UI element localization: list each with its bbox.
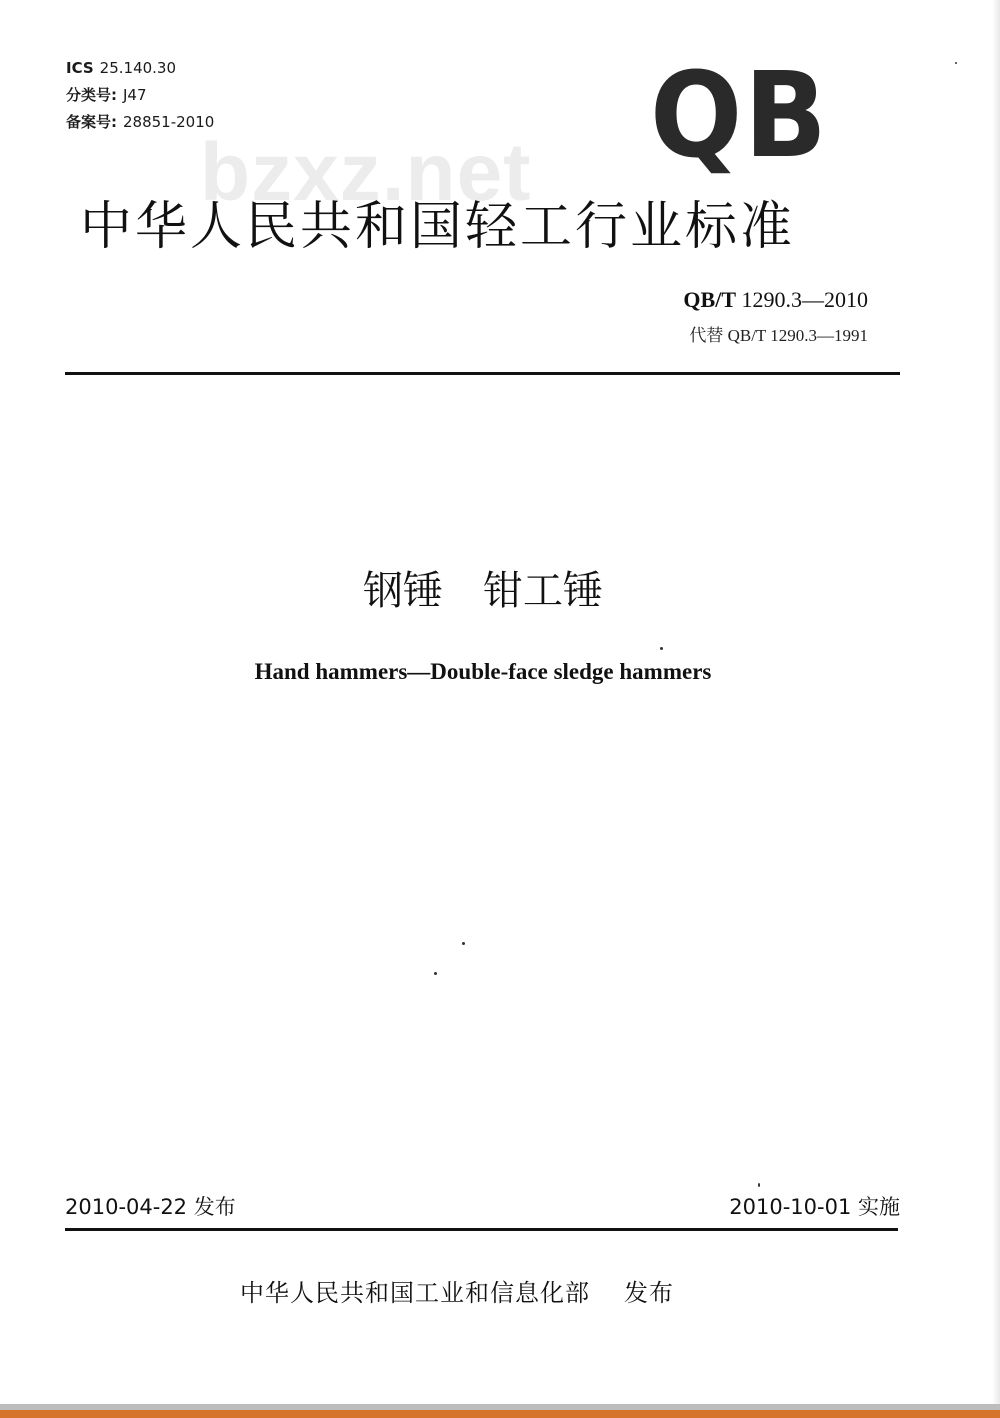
document-title-cn: 钢锤 钳工锤	[363, 568, 603, 614]
record-value: 28851-2010	[123, 113, 215, 131]
category-value: J47	[123, 86, 147, 104]
qb-logo: QB	[650, 46, 829, 184]
replaces-standard: 代替 QB/T 1290.3—1991	[689, 326, 868, 345]
scan-speck	[434, 972, 437, 975]
scan-speck	[955, 62, 957, 64]
page-title: 中华人民共和国轻工行业标准	[80, 197, 796, 257]
ics-label: ICS	[66, 59, 94, 77]
page-edge-shadow	[992, 0, 1000, 1410]
standard-code-prefix: QB/T	[683, 287, 736, 312]
publisher-action: 发布	[624, 1279, 674, 1307]
scan-speck	[462, 942, 465, 945]
ics-value: 25.140.30	[99, 59, 177, 77]
scan-speck	[758, 1183, 760, 1187]
standard-number	[683, 287, 868, 313]
standard-code-number: 1290.3—2010	[741, 287, 868, 312]
record-label: 备案号:	[66, 113, 117, 131]
watermark: bzxz.net	[200, 127, 532, 218]
footer-divider	[65, 1228, 898, 1231]
scan-speck	[660, 647, 663, 650]
viewer-bottom-accent	[0, 1410, 1000, 1418]
record-row	[66, 109, 214, 136]
effective-date: 2010-10-01 实施	[729, 1195, 900, 1219]
header-divider	[65, 372, 900, 375]
document-title-en: Hand hammers—Double-face sledge hammers	[254, 659, 712, 684]
publisher-line	[240, 1277, 674, 1309]
ics-row	[66, 55, 214, 82]
issue-date: 2010-04-22 发布	[65, 1195, 236, 1219]
category-label: 分类号:	[66, 86, 117, 104]
classification-block	[66, 55, 214, 136]
publisher-name: 中华人民共和国工业和信息化部	[240, 1279, 590, 1307]
category-row	[66, 82, 214, 109]
